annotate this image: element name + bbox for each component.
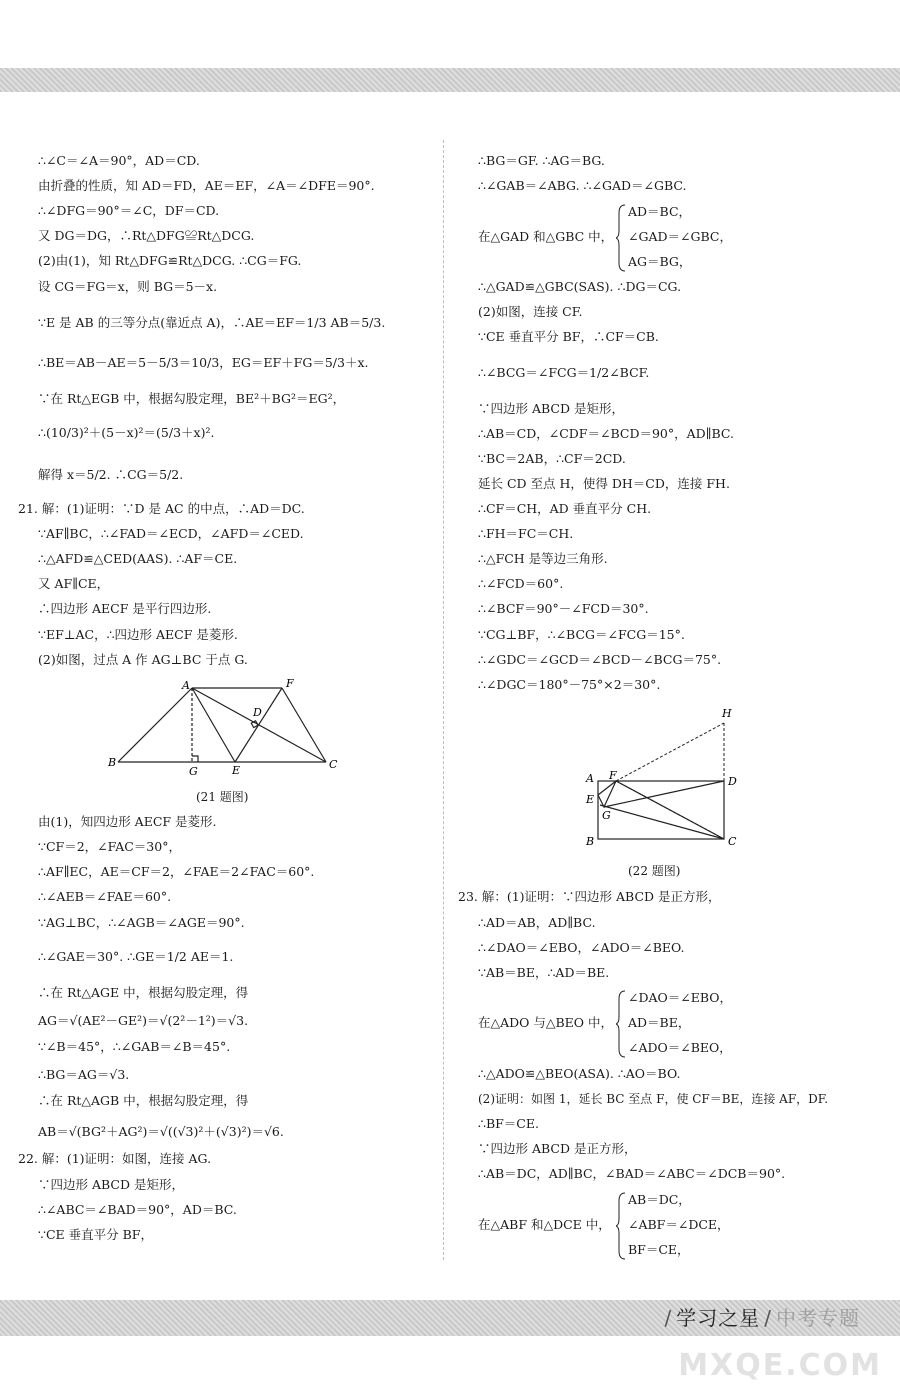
label-D: D [728,775,737,788]
text-line: 在△ABF 和△DCE 中， [478,1217,611,1232]
system-line: AG＝BG， [628,254,692,269]
footer-brand: / 学习之星 / 中考专题 [664,1306,860,1330]
system-line: AD＝BC， [628,204,692,219]
text-line: (2)如图，过点 A 作 AG⊥BC 于点 G. [38,652,248,667]
text-line: ∴∠GAB＝∠ABG. ∴∠GAD＝∠GBC. [478,178,687,193]
text-line: ∵四边形 ABCD 是矩形， [38,1177,184,1192]
figure-22-caption: (22 题图) [628,864,681,878]
text-line: (2)如图，连接 CF. [478,304,583,319]
text-line: ∴BE＝AB－AE＝5－5/3＝10/3，EG＝EF＋FG＝5/3＋x. [38,355,369,370]
text-line: ∴∠BCG＝∠FCG＝1/2∠BCF. [478,365,650,380]
label-B: B [108,756,117,769]
system-line: AB＝DC， [628,1192,691,1207]
text-line: AB＝√(BG²＋AG²)＝√((√3)²＋(√3)²)＝√6. [38,1124,284,1139]
text-line: ∴∠DFG＝90°＝∠C，DF＝CD. [38,203,220,218]
text-line: ∴∠GAE＝30°. ∴GE＝1/2 AE＝1. [38,949,234,964]
text-line: ∴FH＝FC＝CH. [478,526,574,541]
column-divider [443,140,444,1260]
text-line: ∴BF＝CE. [478,1116,539,1131]
text-line: ∴AB＝DC，AD∥BC，∠BAD＝∠ABC＝∠DCB＝90°. [478,1166,786,1181]
text-line: ∵E 是 AB 的三等分点(靠近点 A)，∴AE＝EF＝1/3 AB＝5/3. [38,315,386,330]
label-D: D [253,706,262,719]
text-line: AG＝√(AE²－GE²)＝√(2²－1²)＝√3. [38,1013,249,1028]
brace [616,203,626,273]
figure-21 [106,678,346,778]
text-line: ∵AF∥BC，∴∠FAD＝∠ECD，∠AFD＝∠CED. [38,526,304,541]
figure-21-caption: (21 题图) [196,790,249,804]
text-line: ∴AB＝CD，∠CDF＝∠BCD＝90°，AD∥BC. [478,426,734,441]
text-line: ∴CF＝CH，AD 垂直平分 CH. [478,501,652,516]
label-G: G [602,809,611,822]
text-line: 又 DG＝DG，∴Rt△DFG≌Rt△DCG. [38,228,255,243]
text-line: ∴∠ABC＝∠BAD＝90°，AD＝BC. [38,1202,237,1217]
brand-subtitle: 中考专题 [776,1306,860,1330]
text-line: ∵AB＝BE，∴AD＝BE. [478,965,610,980]
text-line: ∴AF∥EC，AE＝CF＝2，∠FAE＝2∠FAC＝60°. [38,864,315,879]
text-line: ∴△ADO≌△BEO(ASA). ∴AO＝BO. [478,1066,681,1081]
text-line: ∴四边形 AECF 是平行四边形. [38,601,212,616]
text-line: 延长 CD 至点 H，使得 DH＝CD，连接 FH. [478,476,730,491]
text-line: 又 AF∥CE， [38,576,110,591]
text-line: 21. 解：(1)证明：∵D 是 AC 的中点，∴AD＝DC. [18,501,305,516]
system-line: BF＝CE， [628,1242,690,1257]
text-line: ∴∠BCF＝90°－∠FCD＝30°. [478,601,649,616]
text-line: ∵EF⊥AC，∴四边形 AECF 是菱形. [38,627,238,642]
text-line: ∴∠GDC＝∠GCD＝∠BCD－∠BCG＝75°. [478,652,722,667]
label-H: H [722,707,732,720]
text-line: ∴△AFD≌△CED(AAS). ∴AF＝CE. [38,551,238,566]
system-line: ∠GAD＝∠GBC， [628,229,732,244]
label-E: E [232,764,241,777]
text-line: 由(1)，知四边形 AECF 是菱形. [38,814,217,829]
text-line: ∴(10/3)²＋(5－x)²＝(5/3＋x)². [38,425,215,440]
system-line: ∠ADO＝∠BEO， [628,1040,732,1055]
text-line: ∵∠B＝45°，∴∠GAB＝∠B＝45°. [38,1039,231,1054]
text-line: (2)由(1)，知 Rt△DFG≌Rt△DCG. ∴CG＝FG. [38,253,302,268]
text-line: 在△ADO 与△BEO 中， [478,1015,614,1030]
system-line: AD＝BE， [628,1015,691,1030]
text-line: 解得 x＝5/2. ∴CG＝5/2. [38,467,184,482]
label-C: C [728,835,737,848]
text-line: ∴∠FCD＝60°. [478,576,564,591]
text-line: 在△GAD 和△GBC 中， [478,229,614,244]
text-line: ∵四边形 ABCD 是矩形， [478,401,624,416]
text-line: ∵AG⊥BC，∴∠AGB＝∠AGE＝90°. [38,915,245,930]
text-line: ∴△FCH 是等边三角形. [478,551,608,566]
text-line: ∵四边形 ABCD 是正方形， [478,1141,637,1156]
brace [616,989,626,1059]
text-line: ∴∠DGC＝180°－75°×2＝30°. [478,677,661,692]
label-E: E [586,793,595,806]
label-C: C [329,758,338,771]
text-line: ∵CG⊥BF，∴∠BCG＝∠FCG＝15°. [478,627,685,642]
label-A: A [182,679,190,692]
figure-22 [582,703,752,853]
label-A: A [586,772,594,785]
text-line: ∵在 Rt△EGB 中，根据勾股定理，BE²＋BG²＝EG²， [38,391,346,406]
label-G: G [189,765,198,778]
text-line: ∴AD＝AB，AD∥BC. [478,915,596,930]
text-line: 22. 解：(1)证明：如图，连接 AG. [18,1151,212,1166]
top-band [0,68,900,92]
brace [616,1191,626,1261]
text-line: ∴BG＝GF. ∴AG＝BG. [478,153,605,168]
text-line: 设 CG＝FG＝x，则 BG＝5－x. [38,279,218,294]
text-line: ∴在 Rt△AGE 中，根据勾股定理，得 [38,985,249,1000]
text-line: ∵CE 垂直平分 BF，∴CF＝CB. [478,329,659,344]
brand-title: 学习之星 [676,1306,761,1330]
label-F: F [286,678,294,690]
label-B: B [586,835,595,848]
text-line: ∴△GAD≌△GBC(SAS). ∴DG＝CG. [478,279,682,294]
text-line: ∵BC＝2AB，∴CF＝2CD. [478,451,626,466]
text-line: 由折叠的性质，知 AD＝FD，AE＝EF，∠A＝∠DFE＝90°. [38,178,375,193]
text-line: ∴BG＝AG＝√3. [38,1067,130,1082]
system-line: ∠DAO＝∠EBO， [628,990,733,1005]
watermark: MXQE.COM [678,1348,882,1383]
text-line: (2)证明：如图 1，延长 BC 至点 F，使 CF＝BE，连接 AF，DF. [478,1092,829,1106]
system-line: ∠ABF＝∠DCE， [628,1217,730,1232]
text-line: 23. 解：(1)证明：∵四边形 ABCD 是正方形， [458,889,721,904]
text-line: ∴∠C＝∠A＝90°，AD＝CD. [38,153,200,168]
text-line: ∵CE 垂直平分 BF， [38,1227,153,1242]
text-line: ∴∠DAO＝∠EBO，∠ADO＝∠BEO. [478,940,685,955]
text-line: ∴在 Rt△AGB 中，根据勾股定理，得 [38,1093,249,1108]
text-line: ∵CF＝2，∠FAC＝30°， [38,839,181,854]
text-line: ∴∠AEB＝∠FAE＝60°. [38,889,172,904]
label-F: F [609,769,617,782]
